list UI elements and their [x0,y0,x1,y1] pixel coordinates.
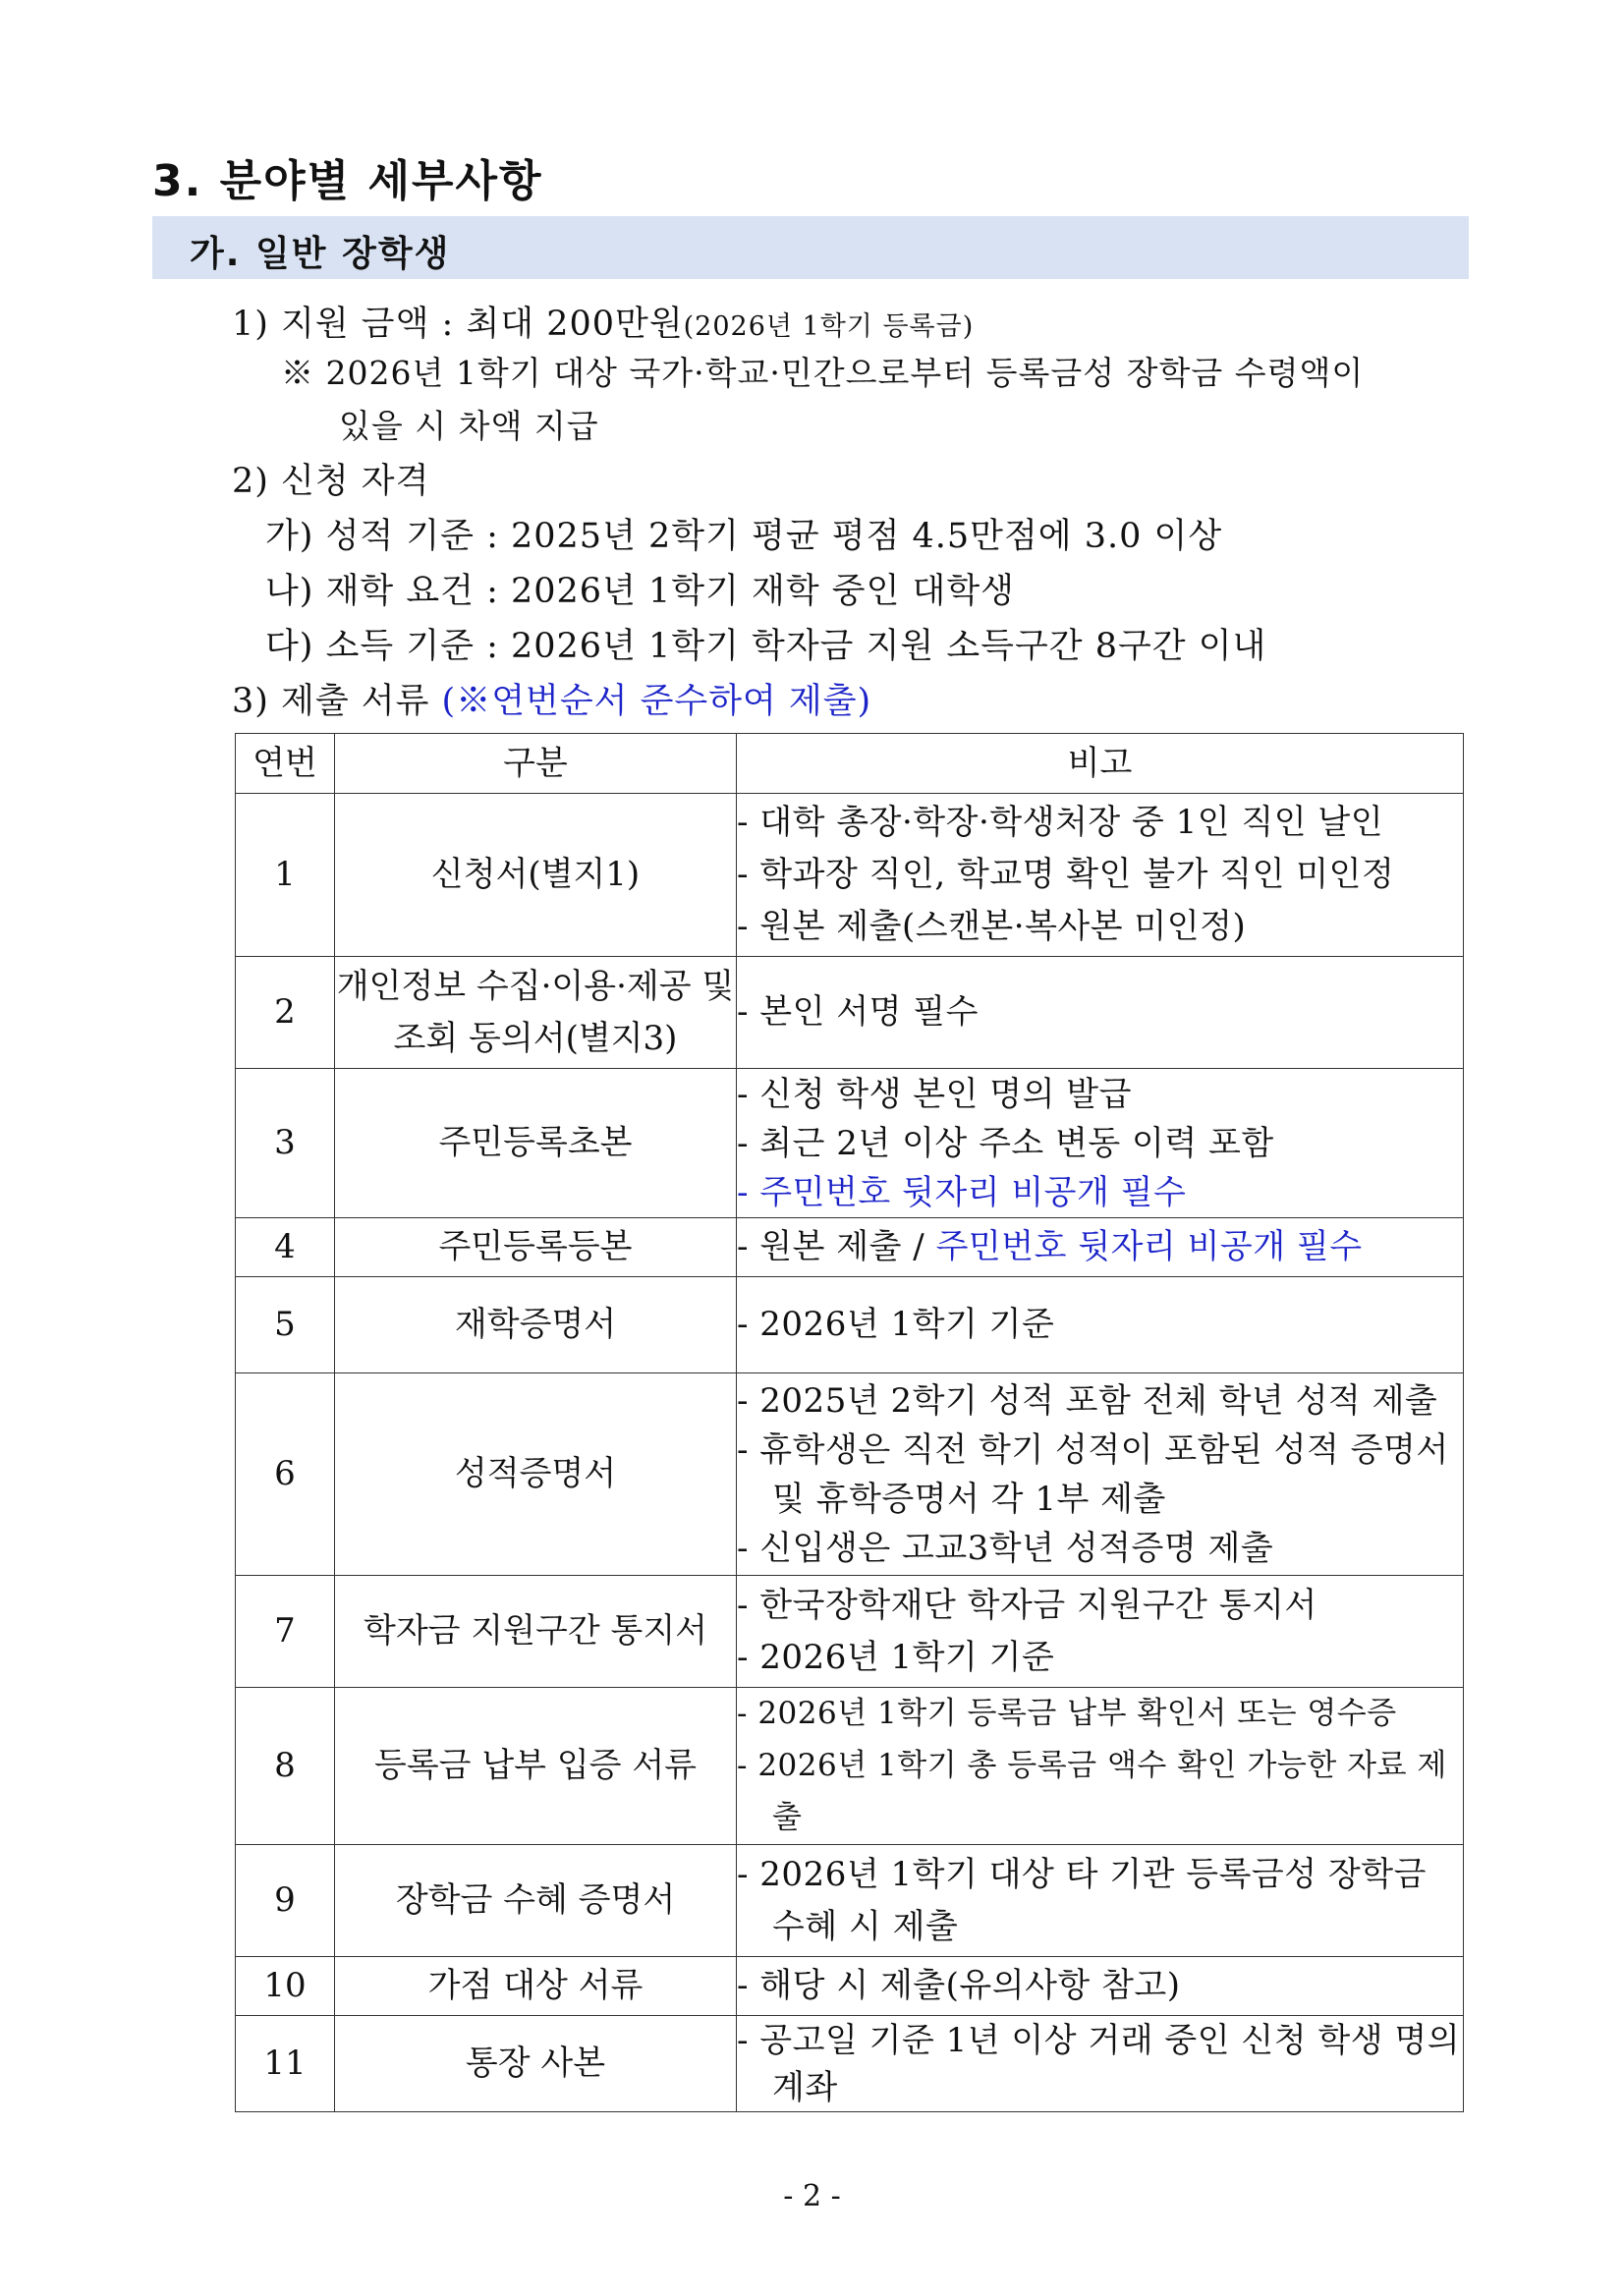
documents-title-line [232,674,871,723]
remark-item: - 해당 시 제출(유의사항 참고) [737,1966,1181,2005]
row-number: 7 [236,1576,335,1688]
row-remarks [737,1845,1464,1957]
row-remarks [737,1576,1464,1688]
remark-item: - 학과장 직인, 학교명 확인 불가 직인 미인정 [737,855,1395,894]
remark-item: - 2026년 1학기 대상 타 기관 등록금성 장학금 수혜 시 제출 [737,1854,1427,1946]
documents-title: 3) 제출 서류 [232,682,442,721]
amount-note-line-2: 있을 시 차액 지급 [339,407,599,445]
row-number: 1 [236,794,335,957]
row-number: 11 [236,2016,335,2112]
remark-item: - 2026년 1학기 기준 [737,1637,1055,1677]
row-remarks [737,1688,1464,1845]
remark-item: - 2026년 1학기 기준 [737,1305,1055,1344]
eligibility-enrollment: 나) 재학 요건 : 2026년 1학기 재학 중인 대학생 [265,572,1015,611]
row-document: 신청서(별지1) [335,794,737,957]
row-number: 4 [236,1218,335,1277]
row-number: 9 [236,1845,335,1957]
row-remarks [737,1957,1464,2016]
remark-item [737,1221,1463,1273]
eligibility-income: 다) 소득 기준 : 2026년 1학기 학자금 지원 소득구간 8구간 이내 [265,627,1267,666]
row-number: 2 [236,957,335,1069]
row-remarks [737,2016,1464,2112]
table-row [236,957,1464,1069]
row-number: 5 [236,1277,335,1373]
remark-item: - 최근 2년 이상 주소 변동 이력 포함 [737,1123,1274,1163]
support-amount-text: 1) 지원 금액 : 최대 200만원 [232,305,684,344]
remark-item: - 2026년 1학기 총 등록금 액수 확인 가능한 자료 제출 [737,1748,1447,1835]
eligibility-grade: 가) 성적 기준 : 2025년 2학기 평균 평점 4.5만점에 3.0 이상 [265,517,1223,556]
row-number: 6 [236,1373,335,1576]
remark-item: - 대학 총장·학장·학생처장 중 1인 직인 날인 [737,803,1384,842]
table-row [236,1069,1464,1218]
remark-item: - 원본 제출(스캔본·복사본 미인정) [737,907,1247,946]
table-row [236,1576,1464,1688]
support-amount-paren: (2026년 1학기 등록금) [683,311,975,342]
row-remarks [737,1069,1464,1218]
subsection-banner [152,216,1469,279]
header-remarks: 비고 [737,734,1464,794]
table-row [236,1688,1464,1845]
table-row [236,2016,1464,2112]
row-document: 학자금 지원구간 통지서 [335,1576,737,1688]
row-number: 3 [236,1069,335,1218]
remark-item-highlight: - 주민번호 뒷자리 비공개 필수 [737,1172,1187,1212]
remark-item: - 2026년 1학기 등록금 납부 확인서 또는 영수증 [737,1696,1397,1731]
remark-item: - 본인 서명 필수 [737,992,979,1032]
remark-item: - 신입생은 고교3학년 성적증명 제출 [737,1528,1274,1568]
support-amount-line [232,297,974,346]
row-remarks [737,1373,1464,1576]
row-document: 개인정보 수집·이용·제공 및 조회 동의서(별지3) [335,957,737,1069]
row-document: 장학금 수혜 증명서 [335,1845,737,1957]
remark-item: - 휴학생은 직전 학기 성적이 포함된 성적 증명서 및 휴학증명서 각 1부 제출 [737,1429,1449,1519]
remark-item-text: - 원본 제출 / [737,1227,936,1266]
remark-item: - 공고일 기준 1년 이상 거래 중인 신청 학생 명의 계좌 [737,2020,1461,2107]
table-row [236,1218,1464,1277]
remark-item: - 2025년 2학기 성적 포함 전체 학년 성적 제출 [737,1380,1438,1421]
header-category: 구분 [335,734,737,794]
row-document: 주민등록초본 [335,1069,737,1218]
table-row [236,794,1464,957]
section-title: 3. 분야별 세부사항 [152,156,543,206]
row-document: 통장 사본 [335,2016,737,2112]
row-document: 재학증명서 [335,1277,737,1373]
row-remarks [737,1218,1464,1277]
documents-table [235,733,1464,2112]
table-row [236,1845,1464,1957]
row-remarks [737,957,1464,1069]
remark-item: - 한국장학재단 학자금 지원구간 통지서 [737,1585,1317,1625]
subsection-title: 가. 일반 장학생 [190,234,451,274]
table-row [236,1373,1464,1576]
row-number: 8 [236,1688,335,1845]
page-number: - 2 - [783,2179,841,2213]
row-remarks [737,794,1464,957]
remark-item: - 신청 학생 본인 명의 발급 [737,1074,1132,1114]
row-document: 등록금 납부 입증 서류 [335,1688,737,1845]
row-document: 주민등록등본 [335,1218,737,1277]
table-row [236,1277,1464,1373]
row-document: 성적증명서 [335,1373,737,1576]
remark-item-highlight: 주민번호 뒷자리 비공개 필수 [935,1227,1363,1266]
eligibility-title: 2) 신청 자격 [232,462,430,501]
amount-note-line-1: ※ 2026년 1학기 대상 국가·학교·민간으로부터 등록금성 장학금 수령액이 [281,354,1365,392]
table-row [236,1957,1464,2016]
header-number: 연번 [236,734,335,794]
row-document: 가점 대상 서류 [335,1957,737,2016]
documents-order-note: (※연번순서 준수하여 제출) [441,682,872,721]
row-remarks [737,1277,1464,1373]
table-header-row [236,734,1464,794]
row-number: 10 [236,1957,335,2016]
